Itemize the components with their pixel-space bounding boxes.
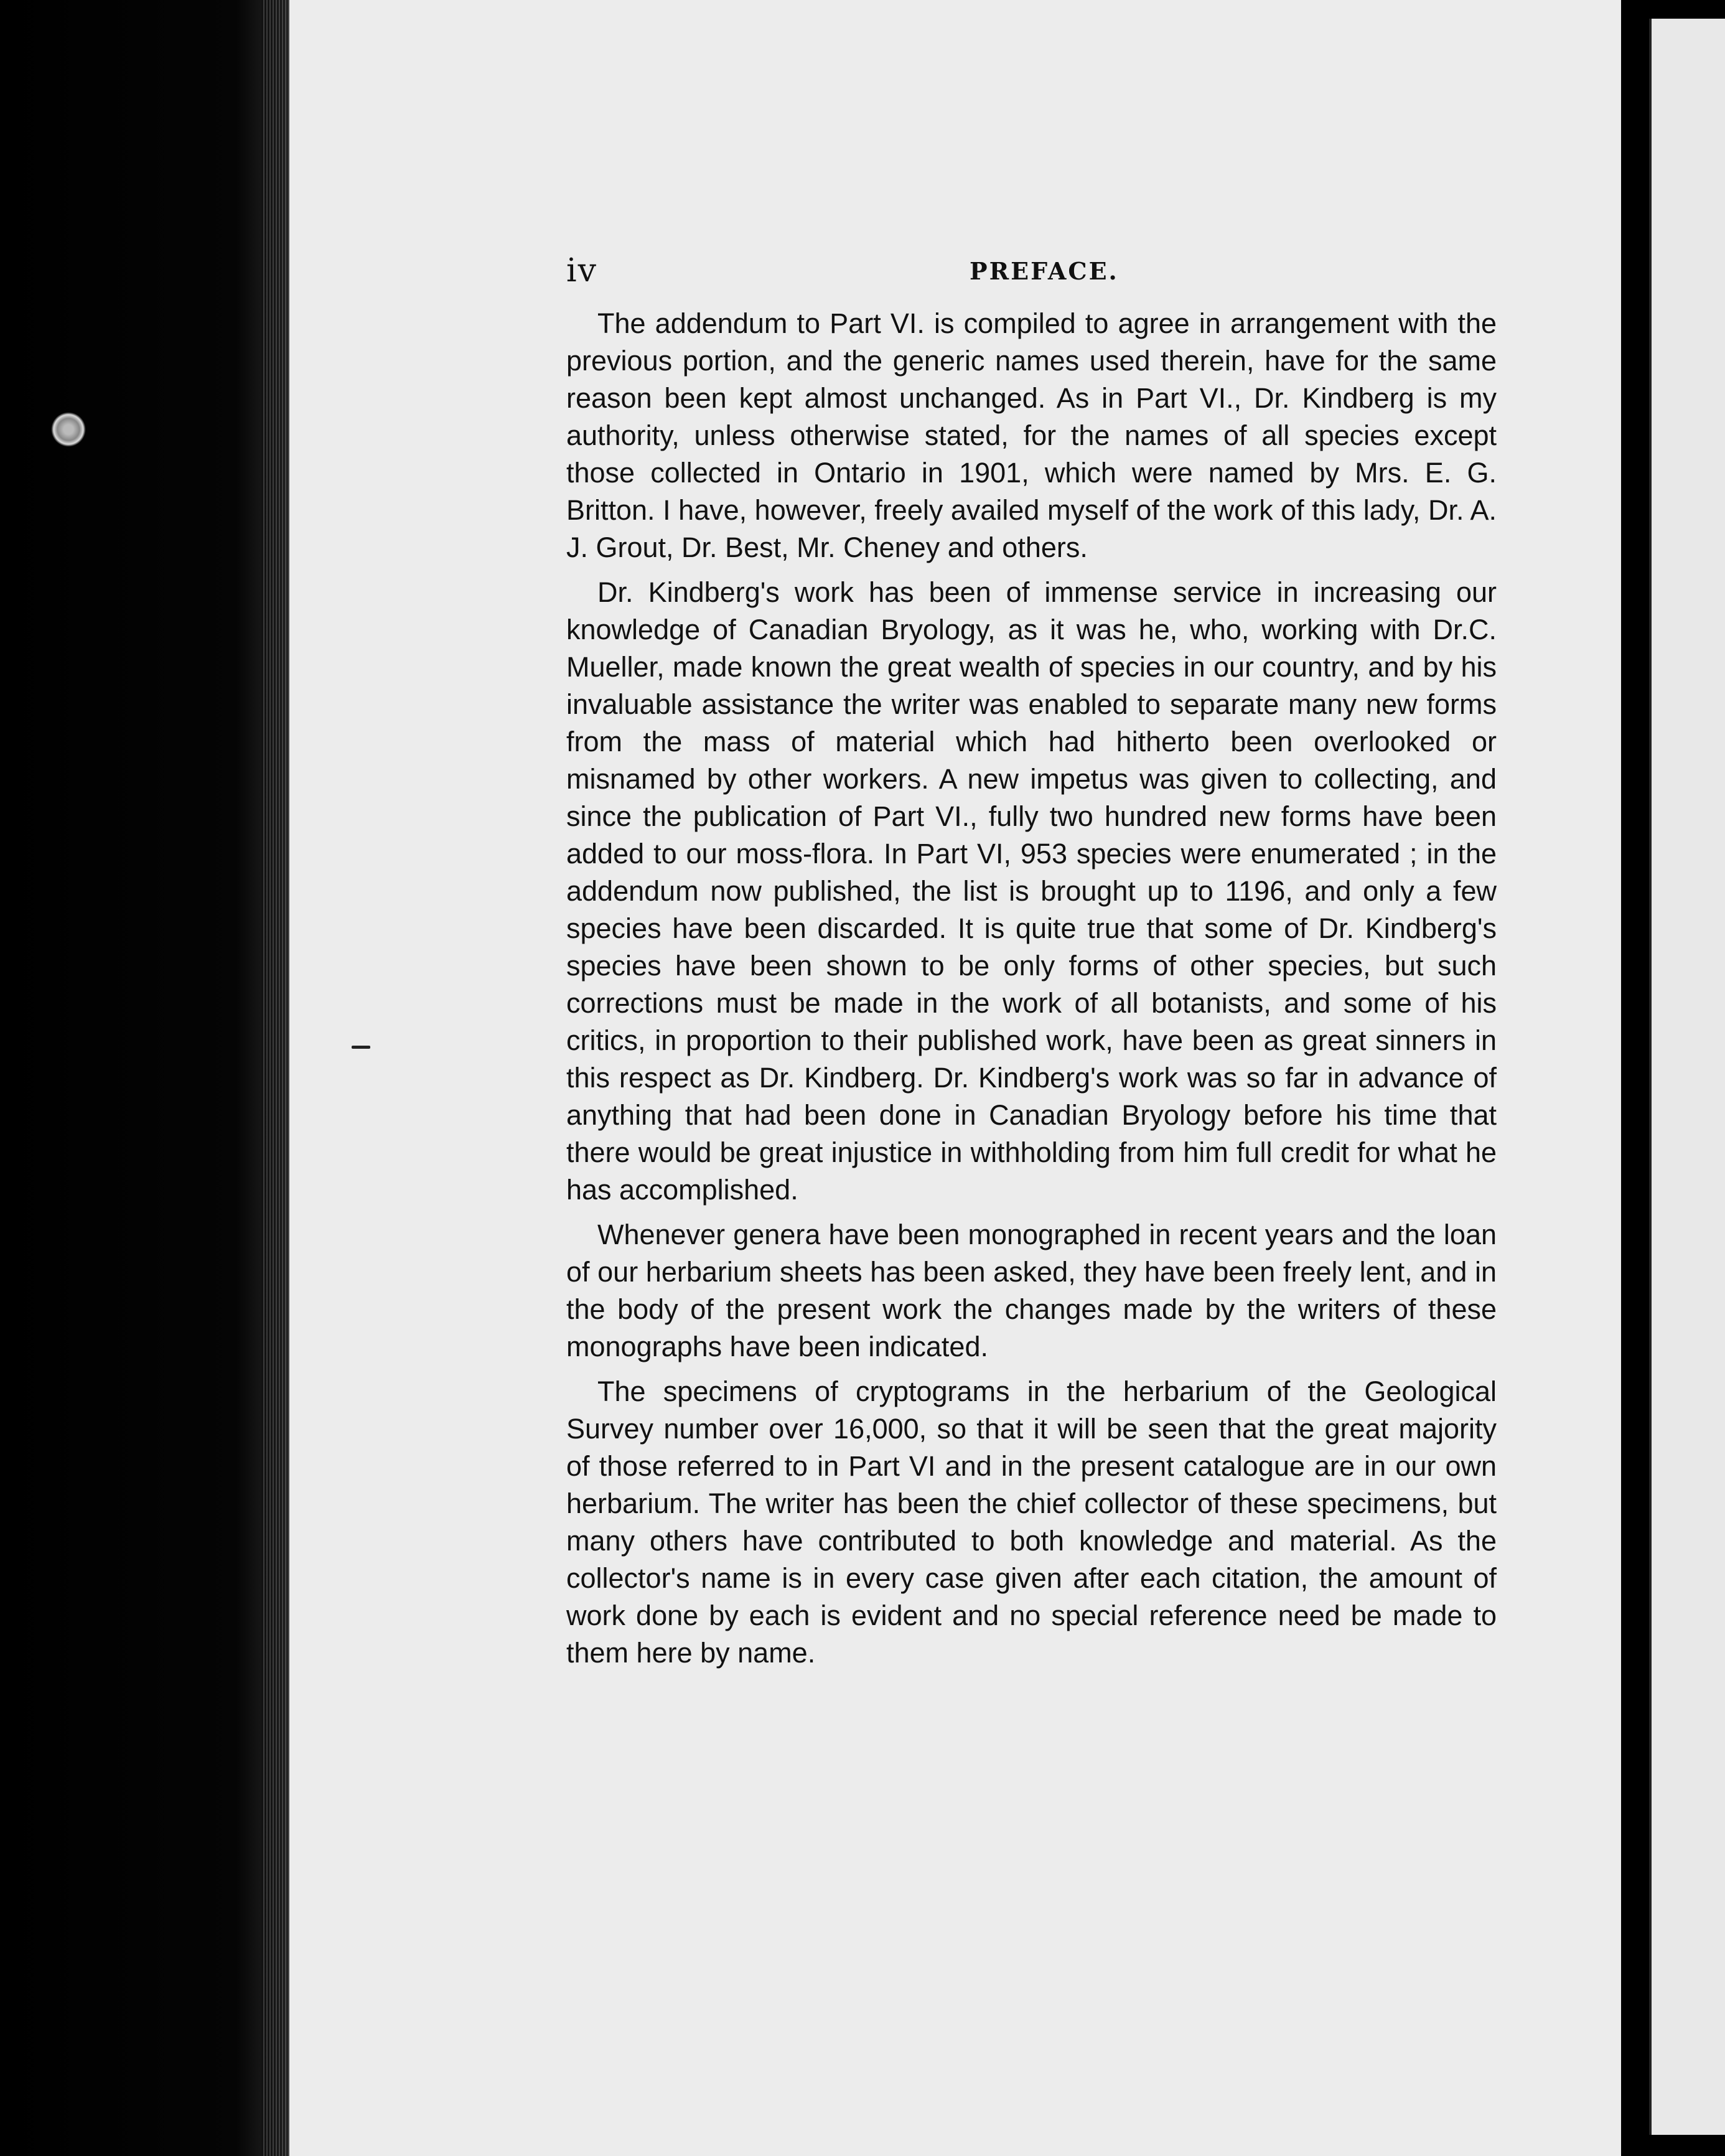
adjacent-page-edge bbox=[1649, 19, 1725, 2135]
margin-mark bbox=[352, 1046, 370, 1049]
book-spine-edge bbox=[261, 0, 289, 2156]
scan-speck bbox=[51, 412, 86, 447]
paragraph: The addendum to Part VI. is compiled to agree in arrangement with the previous portion, and the generic names used therein, have for the same reason been kept almost unchanged. As in Part VI., Dr. Kindberg is my authority, unless otherwise stated, for the names of all species except those collected in Ontario in 1901, which were named by Mrs. E. G. Britton. I have, however, freely availed myself of the work of this lady, Dr. A. J. Grout, Dr. Best, Mr. Cheney and others. bbox=[566, 307, 1497, 563]
page-header bbox=[566, 252, 1500, 296]
scan-left-margin bbox=[0, 0, 289, 2156]
scan-right-gutter bbox=[1621, 0, 1649, 2156]
page-number: iv bbox=[566, 252, 598, 289]
paragraph: The specimens of cryptograms in the herbarium of the Geological Survey number over 16,000, so that it will be seen that the great majority of those referred to in Part VI and in the present catalogue are in our own herbarium. The writer has been the chief collector of these specimens, but many others have contributed to both knowledge and material. As the collector's name is in every case given after each citation, the amount of work done by each is evident and no special reference need be made to them here by name. bbox=[566, 1376, 1497, 1669]
paragraph: Dr. Kindberg's work has been of immense service in increasing our knowledge of Canadian Bryology, as it was he, who, working with Dr.C. Mueller, made known the great wealth of species in our country, and by his invaluable assistance the writer was enabled to separate many new forms from the mass of material which had hitherto been overlooked or misnamed by other workers. A new impetus was given to collecting, and since the publication of Part VI., fully two hundred new forms have been added to our moss-flora. In Part VI, 953 species were enumerated ; in the addendum now published, the list is brought up to 1196, and only a few species have been discarded. It is quite true that some of Dr. Kindberg's species have been shown to be only forms of other species, but such corrections must be made in the work of all botanists, and some of his critics, in proportion to their published work, have been as great sinners in this respect as Dr. Kindberg. Dr. Kindberg's work was so far in advance of anything that had been done in Canadian Bryology before his time that there would be great injustice in withholding from him full credit for what he has accomplished. bbox=[566, 576, 1497, 1206]
preface-body bbox=[566, 305, 1497, 1679]
paragraph: Whenever genera have been monographed in recent years and the loan of our herbarium sheets has been asked, they have been freely lent, and in the body of the present work the changes made by the writers of these monographs have been indicated. bbox=[566, 1219, 1497, 1362]
running-head: PREFACE. bbox=[970, 257, 1119, 285]
